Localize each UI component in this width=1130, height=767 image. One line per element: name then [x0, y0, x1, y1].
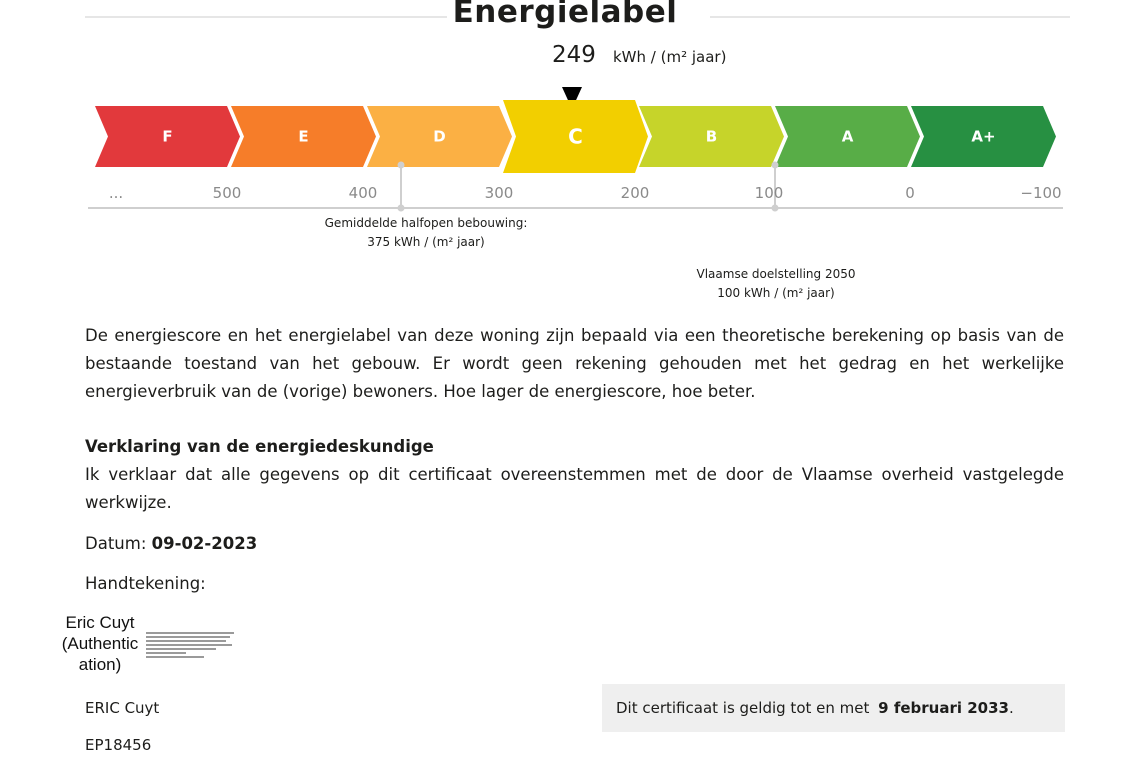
average-note-label: Gemiddelde halfopen bebouwing: [324, 216, 528, 230]
validity-box [602, 684, 1065, 732]
scale-tick: 0 [905, 184, 915, 202]
energy-label-bar [0, 0, 1130, 230]
signature-name: Eric Cuyt [65, 613, 135, 632]
scale-tick: 200 [620, 184, 650, 202]
target-marker-dot [772, 162, 779, 169]
energy-class-label: C [568, 124, 583, 149]
date-line [85, 534, 257, 553]
average-marker-dot [398, 205, 405, 212]
signer-id: EP18456 [85, 736, 152, 754]
scale-tick: 100 [754, 184, 784, 202]
declaration-text: Ik verklaar dat alle gegevens op dit certificaat overeenstemmen met de door de Vlaamse overheid vastgelegde werkwijze. [85, 465, 1064, 512]
validity-suffix: . [1008, 699, 1014, 717]
scale-tick: 500 [212, 184, 242, 202]
declaration-title: Verklaring van de energiedeskundige [85, 437, 434, 456]
energy-class-label: F [162, 127, 173, 146]
scale-tick: ... [108, 184, 124, 202]
intro-paragraph: De energiescore en het energielabel van deze woning zijn bepaald via een theoretische berekening op basis van de bestaande toestand van het gebouw. Er wordt geen rekening gehouden met het gedrag en het werkelijke energieverbruik van de (vorige) bewoners. Hoe lager de energiescore, hoe beter. [85, 326, 1064, 401]
energy-class-label: A+ [971, 127, 996, 146]
validity-date: 9 februari 2033 [878, 699, 1009, 717]
target-note-value: 100 kWh / (m² jaar) [717, 286, 835, 300]
average-marker-dot [398, 162, 405, 169]
signer-name: ERIC Cuyt [85, 699, 160, 717]
energy-class-label: E [298, 127, 309, 146]
average-note [325, 214, 528, 252]
target-marker-dot [772, 205, 779, 212]
scale-tick: 300 [484, 184, 514, 202]
scale-tick: −100 [1020, 184, 1062, 202]
signature-details-text [146, 632, 238, 660]
date-label: Datum: [85, 534, 147, 553]
page-title: Energielabel [452, 0, 678, 30]
target-note [697, 265, 856, 303]
energy-class-label: A [841, 127, 854, 146]
signature-name: (Authentic [61, 634, 139, 653]
score-value: 249 [552, 42, 596, 68]
date-value: 09-02-2023 [151, 534, 258, 553]
average-note-value: 375 kWh / (m² jaar) [367, 235, 485, 249]
energy-class-label: B [705, 127, 718, 146]
scale-tick: 400 [348, 184, 378, 202]
energy-class-label: D [433, 127, 446, 146]
signature-label: Handtekening: [85, 574, 206, 593]
target-note-label: Vlaamse doelstelling 2050 [696, 267, 856, 281]
score-unit: kWh / (m² jaar) [613, 48, 727, 66]
validity-prefix: Dit certificaat is geldig tot en met [616, 699, 870, 717]
digital-signature [58, 612, 142, 675]
declaration-section [85, 433, 1064, 517]
signature-name: ation) [78, 655, 122, 674]
